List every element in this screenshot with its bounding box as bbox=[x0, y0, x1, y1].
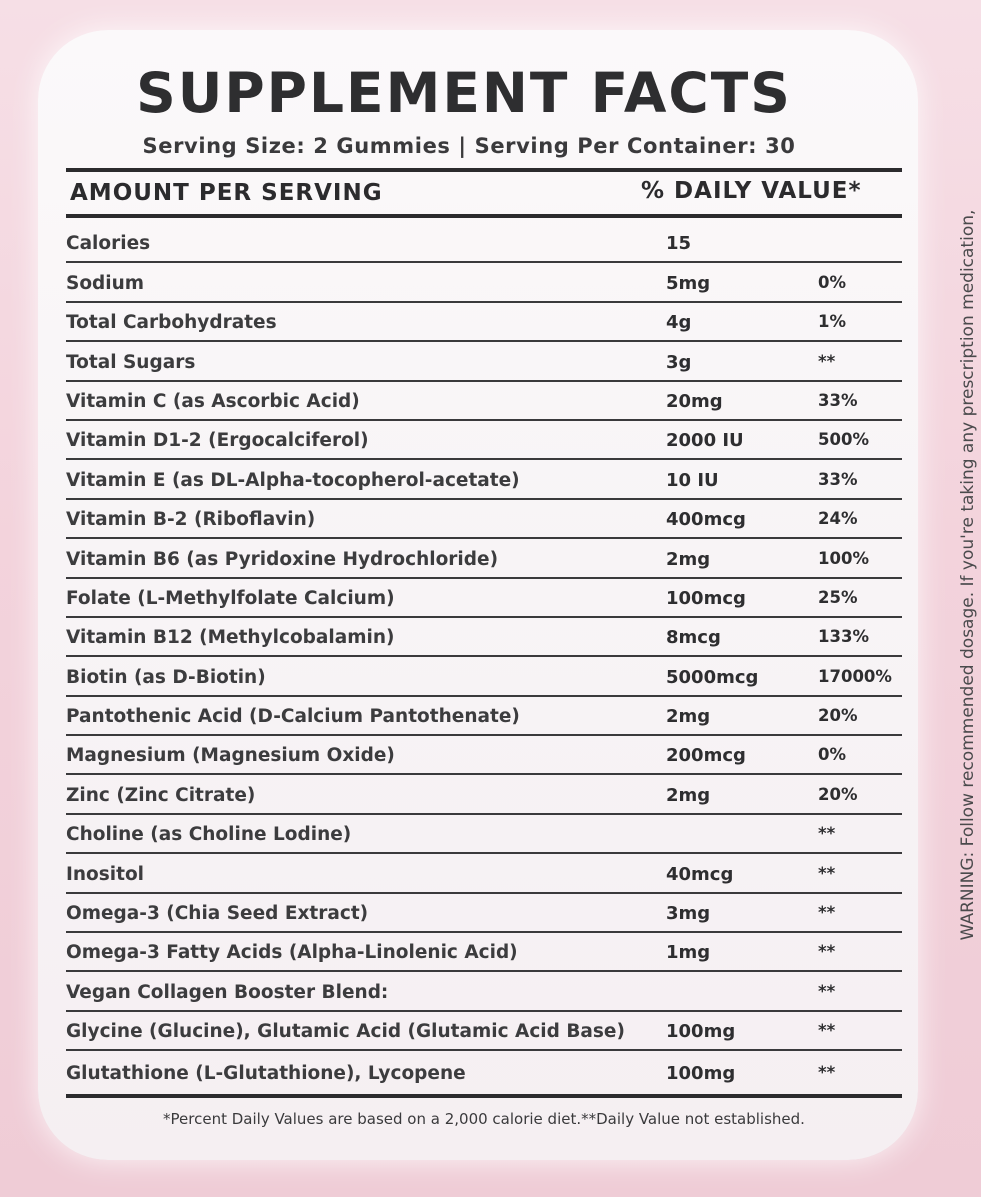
table-row bbox=[66, 500, 902, 539]
table-row bbox=[66, 933, 902, 972]
table-row bbox=[66, 342, 902, 381]
nutrient-amount: 2000 IU bbox=[666, 430, 744, 452]
nutrient-amount: 1mg bbox=[666, 942, 711, 964]
nutrient-daily-value: 24% bbox=[818, 509, 858, 529]
nutrient-name: Vitamin B12 (Methylcobalamin) bbox=[66, 627, 395, 649]
nutrient-amount: 3mg bbox=[666, 903, 711, 925]
bottom-divider bbox=[66, 1094, 902, 1098]
table-row bbox=[66, 1012, 902, 1051]
nutrient-amount: 100mg bbox=[666, 1062, 736, 1084]
table-row bbox=[66, 618, 902, 657]
nutrient-amount: 100mcg bbox=[666, 587, 746, 609]
nutrient-name: Glycine (Glucine), Glutamic Acid (Glutamic Acid Base) bbox=[66, 1021, 625, 1043]
nutrient-name: Omega-3 (Chia Seed Extract) bbox=[66, 903, 369, 925]
nutrient-name: Vitamin B6 (as Pyridoxine Hydrochloride) bbox=[66, 548, 499, 570]
table-row bbox=[66, 579, 902, 618]
nutrient-amount: 2mg bbox=[666, 548, 711, 570]
nutrient-name: Biotin (as D-Biotin) bbox=[66, 666, 266, 688]
nutrient-daily-value: 33% bbox=[818, 390, 858, 410]
nutrient-name: Total Sugars bbox=[66, 351, 196, 373]
nutrient-daily-value: ** bbox=[818, 942, 836, 962]
nutrient-amount: 100mg bbox=[666, 1021, 736, 1043]
table-row bbox=[66, 894, 902, 933]
nutrient-daily-value: ** bbox=[818, 1021, 836, 1041]
nutrient-name: Choline (as Choline Lodine) bbox=[66, 824, 352, 846]
nutrient-amount: 2mg bbox=[666, 706, 711, 728]
nutrient-daily-value: ** bbox=[818, 1062, 836, 1082]
nutrient-daily-value: 20% bbox=[818, 784, 858, 804]
nutrient-table bbox=[66, 224, 902, 1091]
nutrient-name: Folate (L-Methylfolate Calcium) bbox=[66, 587, 395, 609]
label-title: SUPPLEMENT FACTS bbox=[136, 61, 792, 125]
table-row bbox=[66, 657, 902, 696]
nutrient-name: Pantothenic Acid (D-Calcium Pantothenate) bbox=[66, 706, 520, 728]
nutrient-name: Magnesium (Magnesium Oxide) bbox=[66, 745, 395, 767]
nutrient-daily-value: 1% bbox=[818, 312, 847, 332]
nutrient-name: Total Carbohydrates bbox=[66, 312, 277, 334]
nutrient-name: Glutathione (L-Glutathione), Lycopene bbox=[66, 1062, 466, 1084]
nutrient-name: Omega-3 Fatty Acids (Alpha-Linolenic Acid) bbox=[66, 942, 518, 964]
table-row bbox=[66, 697, 902, 736]
table-row bbox=[66, 421, 902, 460]
daily-value-header: % DAILY VALUE* bbox=[641, 178, 862, 204]
nutrient-daily-value: 0% bbox=[818, 272, 847, 292]
nutrient-daily-value: 100% bbox=[818, 548, 869, 568]
amount-per-serving-header: AMOUNT PER SERVING bbox=[70, 180, 383, 206]
nutrient-amount: 200mcg bbox=[666, 745, 746, 767]
nutrient-daily-value: ** bbox=[818, 863, 836, 883]
table-row bbox=[66, 1051, 902, 1090]
nutrient-daily-value: 0% bbox=[818, 745, 847, 765]
nutrient-daily-value: 133% bbox=[818, 627, 869, 647]
table-row bbox=[66, 815, 902, 854]
table-row bbox=[66, 972, 902, 1011]
nutrient-name: Calories bbox=[66, 233, 151, 255]
nutrient-daily-value: 25% bbox=[818, 587, 858, 607]
table-row bbox=[66, 539, 902, 578]
table-header bbox=[66, 176, 902, 216]
nutrient-amount: 10 IU bbox=[666, 469, 719, 491]
side-warning: WARNING: Follow recommended dosage. If you're taking any prescription medication, bbox=[958, 209, 978, 941]
nutrient-daily-value: 500% bbox=[818, 430, 869, 450]
nutrient-name: Inositol bbox=[66, 863, 145, 885]
nutrient-daily-value: 33% bbox=[818, 469, 858, 489]
table-row bbox=[66, 303, 902, 342]
nutrient-amount: 2mg bbox=[666, 784, 711, 806]
nutrient-name: Vitamin C (as Ascorbic Acid) bbox=[66, 390, 360, 412]
nutrient-name: Vegan Collagen Booster Blend: bbox=[66, 981, 389, 1003]
table-row bbox=[66, 736, 902, 775]
nutrient-name: Vitamin D1-2 (Ergocalciferol) bbox=[66, 430, 369, 452]
nutrient-amount: 15 bbox=[666, 233, 692, 255]
nutrient-daily-value: ** bbox=[818, 351, 836, 371]
nutrient-daily-value: ** bbox=[818, 981, 836, 1001]
nutrient-name: Vitamin E (as DL-Alpha-tocopherol-acetate) bbox=[66, 469, 520, 491]
table-row bbox=[66, 460, 902, 499]
nutrient-name: Vitamin B-2 (Riboflavin) bbox=[66, 509, 316, 531]
nutrient-amount: 400mcg bbox=[666, 509, 746, 531]
table-row bbox=[66, 775, 902, 814]
table-row bbox=[66, 224, 902, 263]
serving-info: Serving Size: 2 Gummies | Serving Per Container: 30 bbox=[142, 134, 796, 158]
nutrient-amount: 5mg bbox=[666, 272, 711, 294]
table-row bbox=[66, 854, 902, 893]
nutrient-amount: 8mcg bbox=[666, 627, 721, 649]
nutrient-amount: 4g bbox=[666, 312, 692, 334]
nutrient-amount: 5000mcg bbox=[666, 666, 759, 688]
nutrient-amount: 40mcg bbox=[666, 863, 734, 885]
table-row bbox=[66, 382, 902, 421]
nutrient-name: Sodium bbox=[66, 272, 145, 294]
nutrient-name: Zinc (Zinc Citrate) bbox=[66, 784, 256, 806]
table-row bbox=[66, 263, 902, 302]
footnote: *Percent Daily Values are based on a 2,000 calorie diet.**Daily Value not established. bbox=[163, 1110, 805, 1128]
nutrient-daily-value: ** bbox=[818, 824, 836, 844]
nutrient-daily-value: ** bbox=[818, 903, 836, 923]
top-divider bbox=[66, 168, 902, 172]
nutrient-amount: 20mg bbox=[666, 390, 723, 412]
header-divider bbox=[66, 214, 902, 218]
nutrient-amount: 3g bbox=[666, 351, 692, 373]
nutrient-daily-value: 17000% bbox=[818, 666, 892, 686]
nutrient-daily-value: 20% bbox=[818, 706, 858, 726]
